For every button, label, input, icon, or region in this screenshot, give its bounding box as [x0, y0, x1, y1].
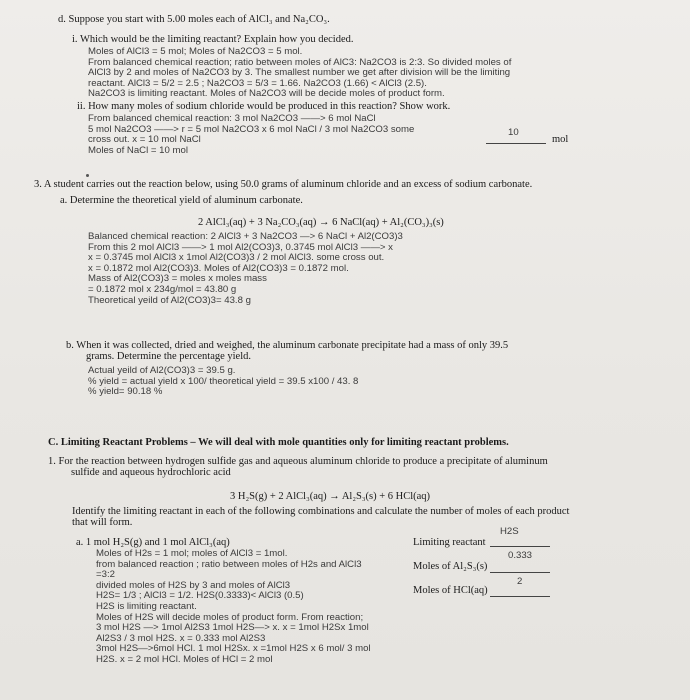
- answer-line: reactant. AlCl3 = 5/2 = 2.5 ; Na2CO3 = 5/3 = 1.66. Na2CO3 (1.66) < AlCl3 (2.5).: [88, 77, 427, 89]
- part-d-heading: d. Suppose you start with 5.00 moles each of AlCl₃ and Na₂CO₃.: [58, 14, 330, 25]
- answer-line: From this 2 mol AlCl3 ——> 1 mol Al2(CO3)3, 0.3745 mol AlCl3 ——> x: [88, 241, 393, 253]
- answer-line: Mass of Al2(CO3)3 = moles x moles mass: [88, 273, 267, 285]
- q3b-label: [66, 340, 508, 362]
- q3b-answer: [88, 366, 358, 398]
- al2s3-moles-value: 0.333: [508, 550, 533, 561]
- answer-line: Moles of AlCl3 = 5 mol; Moles of Na2CO3 = 5 mol.: [88, 46, 303, 57]
- answer-line: = 0.1872 mol x 234g/mol = 43.80 g: [88, 283, 237, 295]
- nacl-moles-value: 10: [508, 127, 519, 138]
- answer-line: H2S= 1/3 ; AlCl3 = 1/2. H2S(0.3333)< AlCl3 (0.5): [96, 590, 304, 602]
- answer-line: Moles of NaCl = 10 mol: [88, 144, 188, 156]
- answer-line: 5 mol Na2CO3 ——> r = 5 mol Na2CO3 x 6 mol NaCl / 3 mol Na2CO3 some: [88, 123, 415, 135]
- answer-line: from balanced reaction ; ratio between moles of H2s and AlCl3: [96, 558, 362, 570]
- q3-reaction-equation: 2 AlCl₃(aq) + 3 Na₂CO₃(aq) → 6 NaCl(aq) + Al₂(CO₃)₃(s): [198, 217, 444, 228]
- item-a-label: a. 1 mol H₂S(g) and 1 mol AlCl₃(aq): [76, 537, 230, 548]
- question-line: grams. Determine the percentage yield.: [86, 351, 252, 362]
- part-d-q1-answer: [88, 47, 511, 100]
- part-d-q2-answer: [88, 114, 414, 156]
- hcl-moles-label: Moles of HCl(aq): [413, 585, 488, 596]
- answer-line: Al2S3 / 3 mol H2S. x = 0.333 mol Al2S3: [96, 632, 266, 644]
- answer-line: % yield= 90.18 %: [88, 386, 163, 398]
- answer-line: Moles of H2S will decide moles of product form. From reaction;: [96, 611, 364, 623]
- answer-blank-line: [490, 546, 550, 547]
- q3a-answer: [88, 232, 403, 306]
- limiting-reactant-value: H2S: [500, 526, 519, 537]
- part-d-q1-label: i. Which would be the limiting reactant? Explain how you decided.: [72, 34, 354, 45]
- question-line: sulfide and aqueous hydrochloric acid: [71, 467, 231, 478]
- q3a-label: a. Determine the theoretical yield of aluminum carbonate.: [60, 195, 303, 206]
- answer-line: =3:2: [96, 569, 115, 581]
- section-c-instructions: [72, 506, 569, 528]
- section-c-heading: C. Limiting Reactant Problems – We will deal with mole quantities only for limiting reactant problems.: [48, 437, 509, 448]
- q3-heading: 3. A student carries out the reaction below, using 50.0 grams of aluminum chloride and an excess of sodium carbonate.: [34, 179, 533, 190]
- stray-mark: [86, 174, 89, 177]
- answer-line: divided moles of H2S by 3 and moles of AlCl3: [96, 579, 291, 591]
- instruction-line: that will form.: [72, 517, 133, 528]
- item-a-answer: [96, 549, 371, 666]
- answer-line: % yield = actual yield x 100/ theoretical yield = 39.5 x100 / 43. 8: [88, 375, 359, 387]
- answer-line: From balanced chemical reaction: 3 mol Na2CO3 ——> 6 mol NaCl: [88, 113, 376, 124]
- answer-line: Balanced chemical reaction: 2 AlCl3 + 3 Na2CO3 —> 6 NaCl + Al2(CO3)3: [88, 231, 403, 242]
- answer-line: x = 0.3745 mol AlCl3 x 1mol Al2(CO3)3 / 2 mol AlCl3. some cross out.: [88, 252, 385, 264]
- nacl-unit: mol: [552, 134, 569, 145]
- limiting-reactant-label: Limiting reactant: [413, 537, 486, 548]
- answer-line: From balanced chemical reaction; ratio between moles of AlC3: Na2CO3 is 2:3. So divided moles of: [88, 56, 512, 68]
- answer-line: H2S. x = 2 mol HCl. Moles of HCl = 2 mol: [96, 653, 273, 665]
- section-c-reaction-equation: 3 H₂S(g) + 2 AlCl₃(aq) → Al₂S₃(s) + 6 HCl(aq): [230, 491, 431, 502]
- answer-blank-line: [490, 596, 550, 597]
- answer-line: AlCl3 by 2 and moles of Na2CO3 by 3. The smallest number we get after division will be the limiting: [88, 67, 511, 79]
- answer-line: x = 0.1872 mol Al2(CO3)3. Moles of Al2(CO3)3 = 0.1872 mol.: [88, 262, 349, 274]
- question-line: b. When it was collected, dried and weighed, the aluminum carbonate precipitate had a mass of only 39.5: [66, 340, 509, 351]
- answer-line: H2S is limiting reactant.: [96, 600, 197, 612]
- question-line: 1. For the reaction between hydrogen sulfide gas and aqueous aluminum chloride to produce a precipitate of aluminum: [48, 456, 548, 467]
- part-d-q2-label: ii. How many moles of sodium chloride would be produced in this reaction? Show work.: [77, 101, 451, 112]
- instruction-line: Identify the limiting reactant in each of the following combinations and calculate the number of moles of each product: [72, 506, 570, 517]
- answer-line: Theoretical yeild of Al2(CO3)3= 43.8 g: [88, 294, 251, 306]
- answer-line: Na2CO3 is limiting reactant. Moles of Na2CO3 will be decide moles of product form.: [88, 88, 445, 100]
- answer-line: Moles of H2s = 1 mol; moles of AlCl3 = 1mol.: [96, 548, 288, 559]
- answer-line: cross out. x = 10 mol NaCl: [88, 134, 201, 146]
- section-c-q1-label: [48, 456, 548, 478]
- answer-line: 3mol H2S—>6mol HCl. 1 mol H2Sx. x =1mol H2S x 6 mol/ 3 mol: [96, 643, 371, 655]
- answer-blank-line: [486, 143, 546, 144]
- hcl-moles-value: 2: [517, 576, 523, 587]
- answer-line: Actual yeild of Al2(CO3)3 = 39.5 g.: [88, 365, 236, 376]
- answer-line: 3 mol H2S —> 1mol Al2S3 1mol H2S—> x. x = 1mol H2Sx 1mol: [96, 622, 369, 634]
- answer-blank-line: [490, 572, 550, 573]
- al2s3-moles-label: Moles of Al₂S₃(s): [413, 561, 488, 572]
